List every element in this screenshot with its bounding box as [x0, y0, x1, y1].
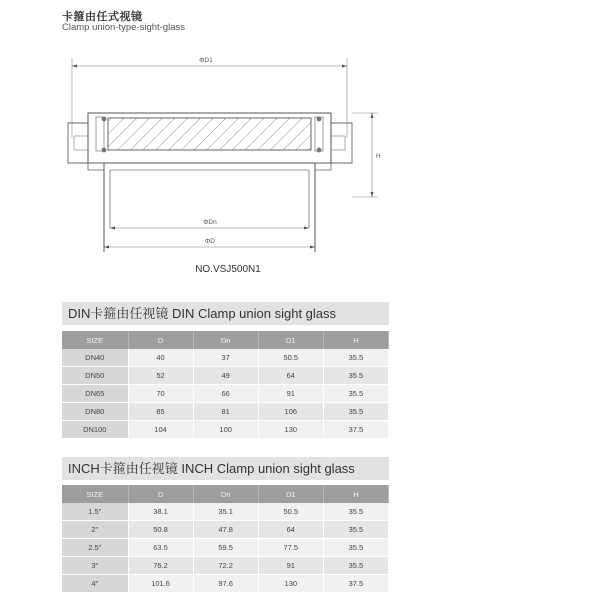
d1-cell: 64	[258, 367, 323, 385]
d1-arrow-right	[342, 65, 347, 68]
d1-cell: 91	[258, 385, 323, 403]
inch-table-title: INCH卡箍由任视镜 INCH Clamp union sight glass	[62, 457, 389, 480]
d-cell: 76.2	[128, 557, 193, 575]
d-cell: 40	[128, 349, 193, 367]
screw-bottom-left	[102, 148, 107, 153]
model-number: NO.VSJ500N1	[195, 264, 261, 275]
d-cell: 38.1	[128, 503, 193, 521]
size-cell: DN50	[62, 367, 128, 385]
h-cell: 35.5	[323, 367, 388, 385]
dn-cell: 37	[193, 349, 258, 367]
size-cell: DN80	[62, 403, 128, 421]
d-cell: 70	[128, 385, 193, 403]
h-cell: 35.5	[323, 503, 388, 521]
size-cell: DN100	[62, 421, 128, 439]
d-cell: 63.5	[128, 539, 193, 557]
dn-cell: 49	[193, 367, 258, 385]
table-row	[62, 385, 389, 403]
d1-cell: 130	[258, 575, 323, 593]
screw-top-right	[317, 117, 322, 122]
d1-cell: 64	[258, 521, 323, 539]
d1-cell: 77.5	[258, 539, 323, 557]
column-header: H	[323, 485, 388, 503]
dn-cell: 35.1	[193, 503, 258, 521]
d1-cell: 106	[258, 403, 323, 421]
h-label: H	[376, 153, 381, 160]
d1-cell: 50.5	[258, 503, 323, 521]
technical-drawing	[0, 0, 600, 290]
d-cell: 101.6	[128, 575, 193, 593]
d1-arrow-left	[72, 65, 77, 68]
h-cell: 35.5	[323, 349, 388, 367]
table-row	[62, 539, 389, 557]
dn-cell: 59.5	[193, 539, 258, 557]
d-cell: 52	[128, 367, 193, 385]
table-row	[62, 421, 389, 439]
table-row	[62, 557, 389, 575]
title-chinese: 卡箍由任式视镜	[62, 11, 143, 23]
size-cell: 1.5"	[62, 503, 128, 521]
column-header: D	[128, 331, 193, 349]
size-cell: 4"	[62, 575, 128, 593]
table-row	[62, 575, 389, 593]
d1-cell: 130	[258, 421, 323, 439]
dn-cell: 72.2	[193, 557, 258, 575]
clamp-lug-right	[330, 123, 352, 163]
h-cell: 35.5	[323, 557, 388, 575]
table-row	[62, 367, 389, 385]
din-spec-table	[62, 331, 389, 439]
d-cell: 104	[128, 421, 193, 439]
size-cell: DN40	[62, 349, 128, 367]
dn-cell: 100	[193, 421, 258, 439]
table-row	[62, 349, 389, 367]
table-row	[62, 503, 389, 521]
column-header: D1	[258, 331, 323, 349]
h-cell: 37.5	[323, 575, 388, 593]
h-cell: 35.5	[323, 539, 388, 557]
screw-top-left	[102, 117, 107, 122]
column-header: Dn	[193, 485, 258, 503]
title-english: Clamp union-type-sight-glass	[62, 22, 186, 33]
d-label: ΦD	[205, 238, 215, 245]
dn-cell: 81	[193, 403, 258, 421]
dn-cell: 47.8	[193, 521, 258, 539]
column-header: H	[323, 331, 388, 349]
size-cell: 3"	[62, 557, 128, 575]
dn-cell: 97.6	[193, 575, 258, 593]
h-cell: 37.5	[323, 421, 388, 439]
table-header-row	[62, 331, 389, 349]
d-cell: 85	[128, 403, 193, 421]
column-header: D1	[258, 485, 323, 503]
clamp-lug-left	[68, 123, 88, 163]
column-header: D	[128, 485, 193, 503]
din-table-title: DIN卡箍由任视镜 DIN Clamp union sight glass	[62, 302, 389, 325]
size-cell: DN65	[62, 385, 128, 403]
d1-cell: 50.5	[258, 349, 323, 367]
d-cell: 50.8	[128, 521, 193, 539]
column-header: SIZE	[62, 485, 128, 503]
h-cell: 35.5	[323, 521, 388, 539]
dn-cell: 66	[193, 385, 258, 403]
table-row	[62, 521, 389, 539]
h-cell: 35.5	[323, 403, 388, 421]
d1-label: ΦD1	[199, 57, 213, 64]
h-cell: 35.5	[323, 385, 388, 403]
size-cell: 2.5"	[62, 539, 128, 557]
sight-glass	[108, 118, 311, 150]
screw-bottom-right	[317, 148, 322, 153]
ferrule-collar	[88, 163, 104, 170]
size-cell: 2"	[62, 521, 128, 539]
table-header-row	[62, 485, 389, 503]
table-row	[62, 403, 389, 421]
d1-cell: 91	[258, 557, 323, 575]
column-header: SIZE	[62, 331, 128, 349]
inch-spec-table	[62, 485, 389, 593]
column-header: Dn	[193, 331, 258, 349]
dn-label: ΦDn	[203, 219, 217, 226]
